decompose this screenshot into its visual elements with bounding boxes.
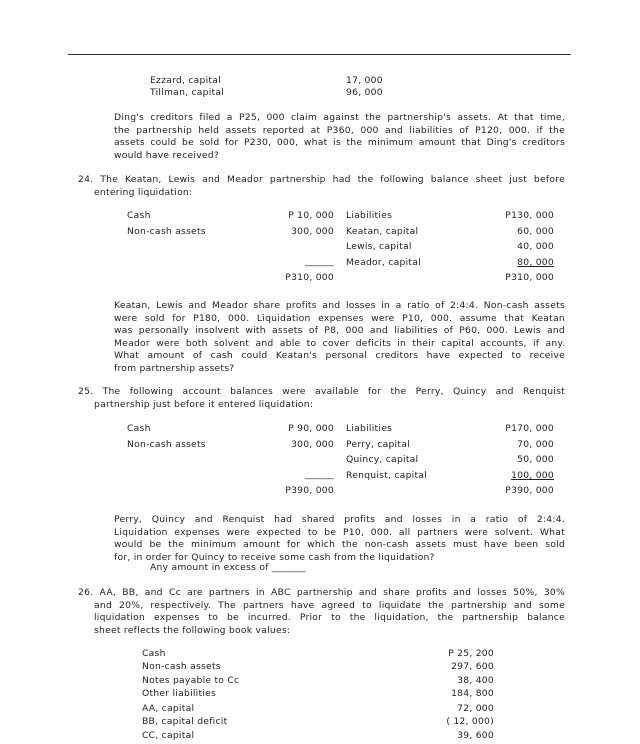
tillman-value: 96, 000 (346, 87, 383, 98)
bs-label: Quincy, capital (346, 454, 419, 465)
bs-value: P170, 000 (505, 423, 554, 434)
q24-intro (78, 174, 565, 199)
text-line: assets could be sold for P230, 000, what is the minimum amount that Ding's creditors (114, 137, 565, 149)
q25-intro (78, 386, 565, 411)
bv-label: Non-cash assets (142, 661, 221, 672)
text-line: would have received? (114, 149, 220, 161)
ding-paragraph (114, 112, 565, 162)
bs-value: P 10, 000 (288, 210, 334, 221)
bs-value: P 90, 000 (288, 423, 334, 434)
bv-label: AA, capital (142, 703, 195, 714)
bv-label: Other liabilities (142, 688, 217, 699)
bs-total: P390, 000 (285, 485, 334, 496)
text-line: sheet reflects the following book values: (94, 624, 291, 636)
bs-total: P310, 000 (285, 272, 334, 283)
bs-value: 80, 000 (517, 257, 554, 268)
q25-paragraph (114, 514, 565, 564)
bs-value: 60, 000 (517, 226, 554, 237)
q26-intro (78, 587, 565, 637)
bs-value: 300, 000 (291, 226, 334, 237)
text-line: was personally insolvent with assets of P8, 000 and liabilities of P60, 000. Lewis and (114, 325, 565, 337)
text-line: Perry, Quincy and Renquist had shared profits and losses in a ratio of 2:4:4. (114, 514, 565, 525)
text-line: What amount of cash could Keatan's personal creditors have expected to receive (114, 350, 565, 362)
text-line: and 20%, respectively. The partners have agreed to liquidate the partnership and some (94, 599, 565, 611)
text-line: entering liquidation: (94, 186, 193, 198)
bs-total: P310, 000 (505, 272, 554, 283)
bv-value: P 25, 200 (448, 648, 494, 659)
text-line: the partnership held assets reported at P360, 000 and liabilities of P120, 000. if the (114, 124, 565, 136)
bs-underline: ______ (304, 469, 334, 480)
bs-total: P390, 000 (505, 485, 554, 496)
bv-label: BB, capital deficit (142, 716, 228, 727)
tillman-label: Tillman, capital (150, 87, 225, 98)
bs-label: Perry, capital (346, 439, 410, 450)
bs-underline: ______ (304, 256, 334, 267)
text-line: were sold for P180, 000. Liquidation expenses were P10, 000. assume that Keatan (114, 312, 565, 324)
bs-value: P130, 000 (505, 210, 554, 221)
text-line: liquidation expenses to be incurred. Prior to the liquidation, the partnership balance (94, 612, 565, 624)
text-line: partnership just before it entered liquidation: (94, 398, 314, 410)
bs-value: 70, 000 (517, 439, 554, 450)
bs-label: Non-cash assets (127, 439, 206, 450)
bv-label: Cash (142, 648, 166, 659)
bs-label: Non-cash assets (127, 226, 206, 237)
bv-value: ( 12, 000) (446, 716, 494, 727)
ezzard-label: Ezzard, capital (150, 75, 221, 86)
bs-label: Liabilities (346, 423, 393, 434)
bs-value: 50, 000 (517, 454, 554, 465)
text-line: Ding's creditors filed a P25, 000 claim against the partnership's assets. At that time, (114, 112, 565, 123)
text-line: 25. The following account balances were available for the Perry, Quincy and Renquist (78, 386, 565, 397)
text-line: Meador were both solvent and able to cover deficits in their capital accounts, if any. (114, 337, 565, 349)
bs-value: 300, 000 (291, 439, 334, 450)
bv-value: 39, 600 (457, 730, 494, 741)
bs-label: Meador, capital (346, 257, 421, 268)
ezzard-value: 17, 000 (346, 75, 383, 86)
text-line: 26. AA, BB, and Cc are partners in ABC partnership and share profits and losses 50%, 30% (78, 587, 565, 598)
bv-value: 297, 600 (451, 661, 494, 672)
bs-label: Liabilities (346, 210, 393, 221)
bv-label: CC, capital (142, 730, 195, 741)
bv-label: Notes payable to Cc (142, 675, 240, 686)
bs-label: Keatan, capital (346, 226, 419, 237)
bs-value: 40, 000 (517, 241, 554, 252)
q24-paragraph (114, 300, 565, 376)
bv-value: 38, 400 (457, 675, 494, 686)
text-line: for, in order for Quincy to receive some cash from the liquidation? (114, 551, 435, 563)
bs-label: Cash (127, 210, 151, 221)
bs-label: Lewis, capital (346, 241, 412, 252)
bv-value: 72, 000 (457, 703, 494, 714)
bv-value: 184, 800 (451, 688, 494, 699)
text-line: Keatan, Lewis and Meador share profits and losses in a ratio of 2:4:4. Non-cash assets (114, 300, 565, 311)
header-rule (68, 54, 571, 55)
text-line: would be the minimum amount for which the non-cash assets must have been sold (114, 539, 565, 551)
bs-label: Cash (127, 423, 151, 434)
bs-value: 100, 000 (511, 470, 554, 481)
text-line: from partnership assets? (114, 362, 235, 374)
bs-label: Renquist, capital (346, 470, 427, 481)
text-line: Liquidation expenses were expected to be P10, 000. all partners were solvent. What (114, 526, 565, 538)
q25-answer-line: Any amount in excess of _______ (150, 562, 306, 573)
text-line: 24. The Keatan, Lewis and Meador partnership had the following balance sheet just before (78, 174, 565, 185)
